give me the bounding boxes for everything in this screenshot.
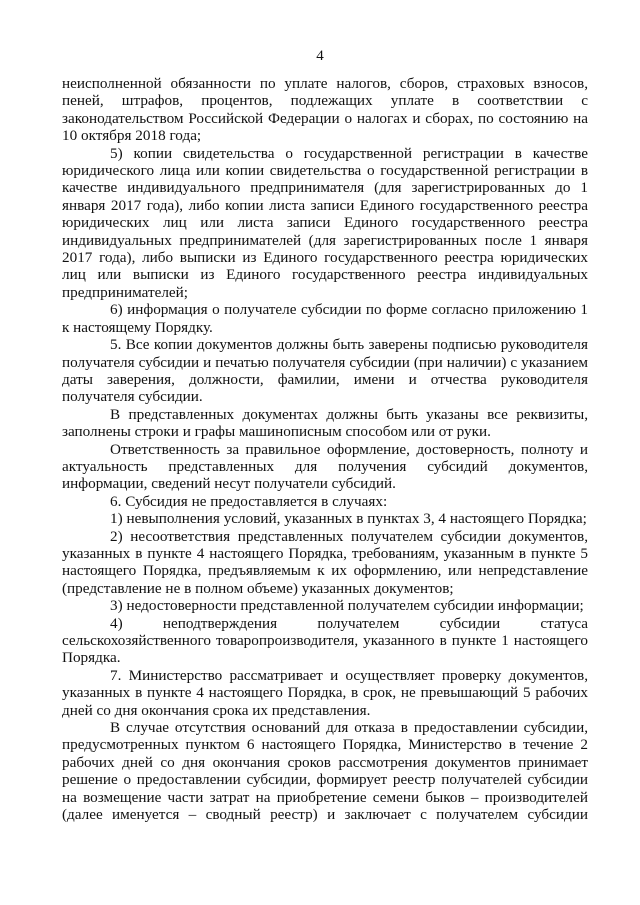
paragraph-refusal-1: 1) невыполнения условий, указанных в пунктах 3, 4 настоящего Порядка; [110, 510, 587, 528]
paragraph-item-5: 5) копии свидетельства о государственной регистрации в качестве юридического лица или копии свидетельства о государственной регистрации в качестве индивидуального предпринимателя (для зарегистрированных до 1 января 2017 года), либо копии листа записи Единого государственного реестра юридических лиц или листа записи Единого государственного реестра индивидуальных предпринимателей (для зарегистрированных после 1 января 2017 года), либо выписки из Единого государственного реестра юридических лиц или выписки из Единого государственного реестра индивидуальных предпринимателей; [62, 144, 588, 301]
paragraph-item-6: 6) информация о получателе субсидии по форме согласно приложению 1 к настоящему Порядку. [62, 301, 588, 336]
paragraph-clause-7: 7. Министерство рассматривает и осуществляет проверку документов, указанных в пункте 4 настоящего Порядка, в срок, не превышающий 5 рабочих дней со дня окончания срока их представления. [62, 666, 588, 719]
paragraph-continuation: неисполненной обязанности по уплате налогов, сборов, страховых взносов, пеней, штрафов, процентов, подлежащих уплате в соответствии с законодательством Российской Федерации о налогах и сборах, по состоянию на 10 октября 2018 года; [62, 75, 588, 145]
paragraph-refusal-3: 3) недостоверности представленной получателем субсидии информации; [110, 597, 584, 615]
page-number: 4 [316, 48, 324, 64]
paragraph-clause-6: 6. Субсидия не предоставляется в случаях: [110, 492, 388, 510]
paragraph-responsibility: Ответственность за правильное оформление, достоверность, полноту и актуальность представленных для получения субсидий документов, информации, сведений несут получатели субсидий. [62, 440, 588, 493]
paragraph-refusal-4: 4) неподтверждения получателем субсидии статуса сельскохозяйственного товаропроизводителя, указанного в пункте 1 настоящего Порядка. [62, 614, 588, 667]
paragraph-clause-5: 5. Все копии документов должны быть заверены подписью руководителя получателя субсидии и печатью получателя субсидии (при наличии) с указанием даты заверения, должности, фамилии, имени и отчества руководителя получателя субсидии. [62, 336, 588, 406]
paragraph-refusal-2: 2) несоответствия представленных получателем субсидии документов, указанных в пункте 4 настоящего Порядка, требованиям, указанным в пункте 5 настоящего Порядка, предъявляемым к их оформлению, или непредставление (представление не в полном объеме) указанных документов; [62, 527, 588, 597]
paragraph-decision: В случае отсутствия оснований для отказа в предоставлении субсидии, предусмотренных пунктом 6 настоящего Порядка, Министерство в течение 2 рабочих дней со дня окончания сроков рассмотрения документов принимает решение о предоставлении субсидии, формирует реестр получателей субсидии на возмещение части затрат на приобретение семени быков – производителей (далее именуется – сводный реестр) и заключает с получателем субсидии [62, 719, 588, 824]
paragraph-requisites: В представленных документах должны быть указаны все реквизиты, заполнены строки и графы машинописным способом или от руки. [62, 405, 588, 441]
document-body [62, 75, 588, 823]
